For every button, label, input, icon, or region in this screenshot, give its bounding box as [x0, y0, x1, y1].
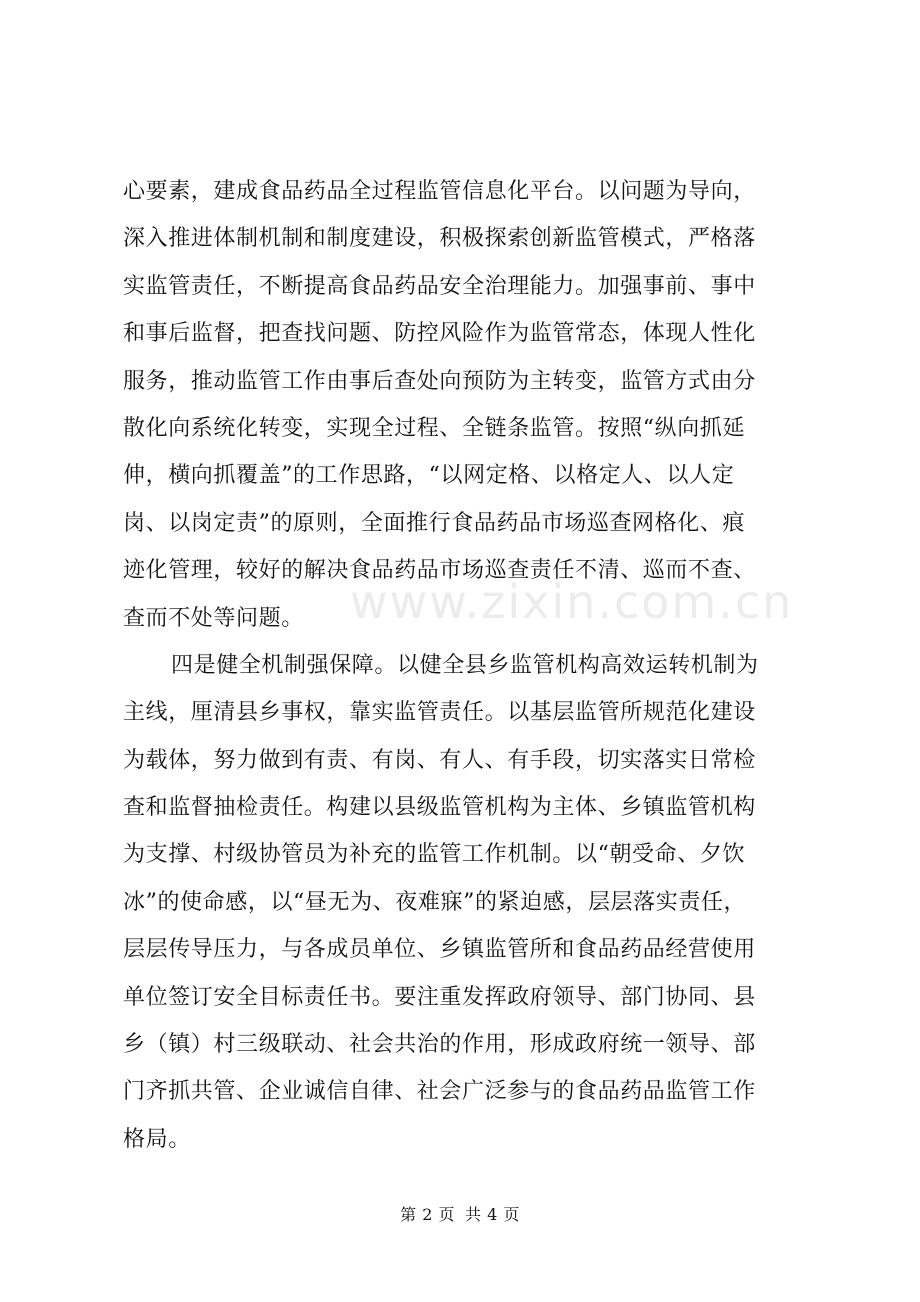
page-total: 共 4 页: [465, 1205, 520, 1224]
text-line: 冰”的使命感，以“昼无为、夜难寐”的紧迫感，层层落实责任，: [123, 889, 747, 915]
text-line: 实监管责任，不断提高食品药品安全治理能力。加强事前、事中: [123, 273, 756, 299]
text-line: 门齐抓共管、企业诚信自律、社会广泛参与的食品药品监管工作: [123, 1079, 756, 1105]
text-line: 查而不处等问题。: [123, 605, 304, 631]
text-line: 为支撑、村级协管员为补充的监管工作机制。以“朝受命、夕饮: [123, 842, 746, 868]
text-line: 格局。: [123, 1126, 191, 1152]
text-line: 层层传导压力，与各成员单位、乡镇监管所和食品药品经营使用: [123, 937, 756, 963]
text-line: 查和监督抽检责任。构建以县级监管机构为主体、乡镇监管机构: [123, 795, 756, 821]
text-line: 服务，推动监管工作由事后查处向预防为主转变，监管方式由分: [123, 368, 756, 394]
text-line: 乡（镇）村三级联动、社会共治的作用，形成政府统一领导、部: [123, 1032, 756, 1058]
watermark: www.zixin.com.cn: [350, 575, 794, 629]
text-line: 和事后监督，把查找问题、防控风险作为监管常态，体现人性化: [123, 321, 756, 347]
text-line: 为载体，努力做到有责、有岗、有人、有手段，切实落实日常检: [123, 747, 756, 773]
text-line: 迹化管理，较好的解决食品药品市场巡查责任不清、巡而不查、: [123, 558, 756, 584]
page-footer: [0, 1202, 920, 1225]
text-line: 散化向系统化转变，实现全过程、全链条监管。按照“纵向抓延: [123, 415, 746, 441]
page-number: 第 2 页: [400, 1205, 455, 1224]
text-line: 伸，横向抓覆盖”的工作思路，“以网定格、以格定人、以人定: [123, 463, 735, 489]
text-line: 深入推进体制机制和制度建设，积极探索创新监管模式，严格落: [123, 226, 756, 252]
text-line: 心要素，建成食品药品全过程监管信息化平台。以问题为导向，: [123, 179, 756, 204]
document-body: [123, 168, 823, 1163]
paragraph-first-line: 四是健全机制强保障。以健全县乡监管机构高效运转机制为: [171, 652, 759, 678]
text-line: 单位签订安全目标责任书。要注重发挥政府领导、部门协同、县: [123, 984, 756, 1010]
text-line: 岗、以岗定责”的原则，全面推行食品药品市场巡查网格化、痕: [123, 510, 746, 536]
text-line: 主线，厘清县乡事权，靠实监管责任。以基层监管所规范化建设: [123, 700, 756, 726]
